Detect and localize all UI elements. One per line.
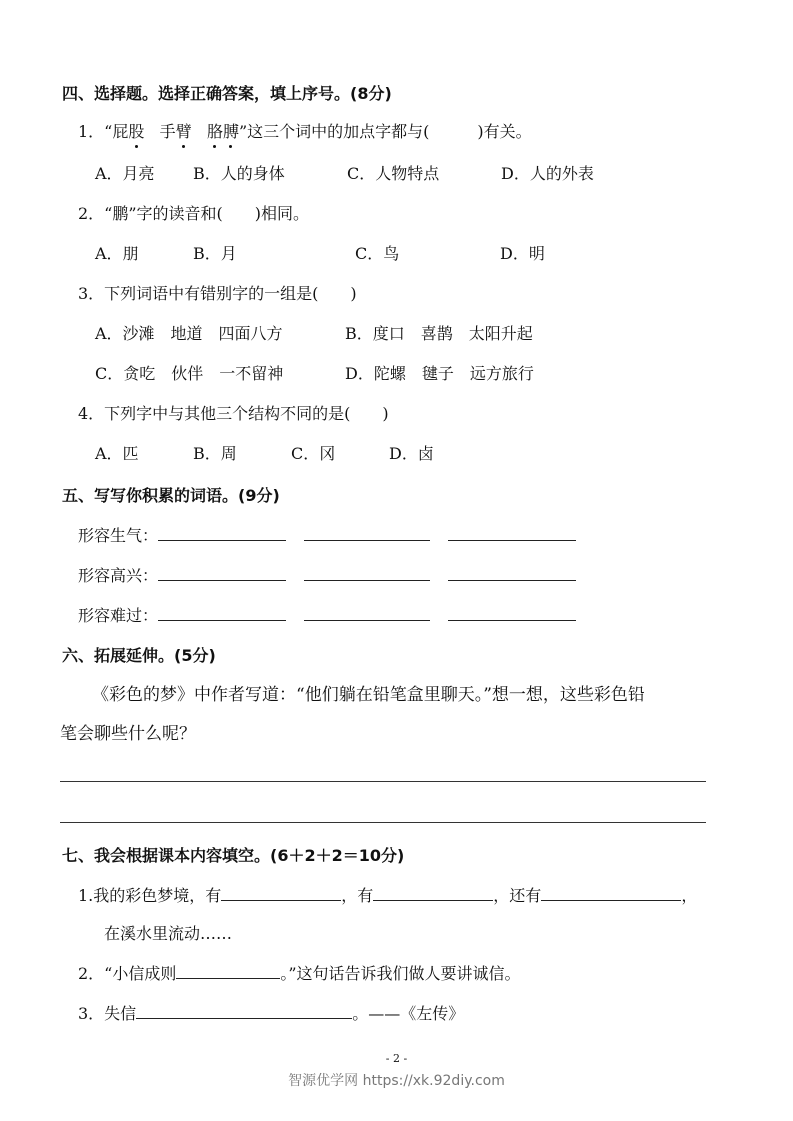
option: A．沙滩 地道 四面八方: [95, 324, 283, 343]
section-5-heading: 五、写写你积累的词语。(9分): [62, 486, 280, 505]
question-4-3: 3．下列词语中有错别字的一组是( ): [78, 284, 357, 303]
row-label: 形容高兴：: [78, 566, 159, 585]
q1-word1-dotted-char: 股: [128, 122, 145, 141]
row-label: 形容生气：: [78, 526, 159, 545]
option: B．度口 喜鹊 太阳升起: [345, 324, 533, 343]
q7-1-text-c: ，还有: [493, 886, 542, 905]
question-7-1-continued: 在溪水里流动……: [104, 924, 233, 943]
word-row-happy: [78, 566, 576, 586]
question-7-1: [78, 886, 697, 906]
option: B．周: [193, 444, 237, 463]
question-4-1-options: [95, 164, 594, 184]
question-4-2: 2．“鹏”字的读音和( )相同。: [78, 204, 310, 223]
answer-blank[interactable]: [158, 566, 286, 581]
q1-suffix: ”这三个词中的加点字都与( )有关。: [239, 122, 532, 141]
answer-blank[interactable]: [176, 964, 280, 979]
answer-blank[interactable]: [158, 606, 286, 621]
question-4-1: [78, 122, 532, 142]
section-7-heading: 七、我会根据课本内容填空。(6＋2＋2＝10分): [62, 846, 405, 865]
question-4-4-options: [95, 444, 434, 464]
section-4-heading: 四、选择题。选择正确答案，填上序号。(8分): [62, 84, 392, 103]
row-label: 形容难过：: [78, 606, 159, 625]
answer-blank[interactable]: [448, 566, 576, 581]
q1-word3-dotted-char2: 膊: [222, 122, 239, 141]
question-4-3-options-row2: [95, 364, 534, 384]
option: A．朋: [95, 244, 139, 263]
question-7-2: [78, 964, 521, 984]
q7-3-text-b: 。——《左传》: [352, 1004, 465, 1023]
question-7-3: [78, 1004, 464, 1024]
question-4-4: 4．下列字中与其他三个结构不同的是( ): [78, 404, 389, 423]
extension-prompt-line1: 《彩色的梦》中作者写道：“他们躺在铅笔盒里聊天。”想一想，这些彩色铅: [92, 685, 645, 705]
answer-blank[interactable]: [221, 886, 341, 901]
q7-2-text-a: 2．“小信成则: [78, 964, 177, 983]
q7-3-text-a: 3．失信: [78, 1004, 137, 1023]
option: C．人物特点: [347, 164, 440, 183]
writing-line[interactable]: [60, 822, 706, 823]
page-number: - 2 -: [385, 1052, 408, 1065]
option: D．卤: [389, 444, 434, 463]
option: C．贪吃 伙伴 一不留神: [95, 364, 284, 383]
writing-line[interactable]: [60, 781, 706, 782]
option: D．明: [500, 244, 545, 263]
answer-blank[interactable]: [448, 606, 576, 621]
option: B．月: [193, 244, 237, 263]
word-row-sad: [78, 606, 576, 626]
q7-1-text-b: ，有: [341, 886, 374, 905]
watermark: 智源优学网 https://xk.92diy.com: [288, 1073, 505, 1089]
q7-2-text-b: 。”这句话告诉我们做人要讲诚信。: [280, 964, 521, 983]
option: D．陀螺 毽子 远方旅行: [345, 364, 534, 383]
option: A．匹: [95, 444, 139, 463]
answer-blank[interactable]: [136, 1004, 352, 1019]
q7-1-text-d: ，: [681, 886, 698, 905]
answer-blank[interactable]: [304, 526, 430, 541]
option: A．月亮: [95, 164, 155, 183]
q1-prefix: 1．“: [78, 122, 113, 141]
question-4-2-options: [95, 244, 545, 264]
q1-word2-char1: 手: [159, 122, 176, 141]
word-row-angry: [78, 526, 576, 546]
option: B．人的身体: [193, 164, 285, 183]
answer-blank[interactable]: [304, 566, 430, 581]
answer-blank[interactable]: [373, 886, 493, 901]
q1-word1-char1: 屁: [112, 122, 129, 141]
option: C．冈: [291, 444, 336, 463]
answer-blank[interactable]: [158, 526, 286, 541]
q7-1-text-a: 1.我的彩色梦境，有: [78, 886, 222, 905]
answer-blank[interactable]: [541, 886, 681, 901]
section-6-heading: 六、拓展延伸。(5分): [62, 646, 216, 665]
answer-blank[interactable]: [448, 526, 576, 541]
option: C．鸟: [355, 244, 400, 263]
q1-word3-dotted-char1: 胳: [206, 122, 223, 141]
answer-blank[interactable]: [304, 606, 430, 621]
extension-prompt-line2: 笔会聊些什么呢？: [60, 724, 196, 744]
q1-word2-dotted-char: 臂: [175, 122, 192, 141]
option: D．人的外表: [501, 164, 594, 183]
question-4-3-options-row1: [95, 324, 533, 344]
